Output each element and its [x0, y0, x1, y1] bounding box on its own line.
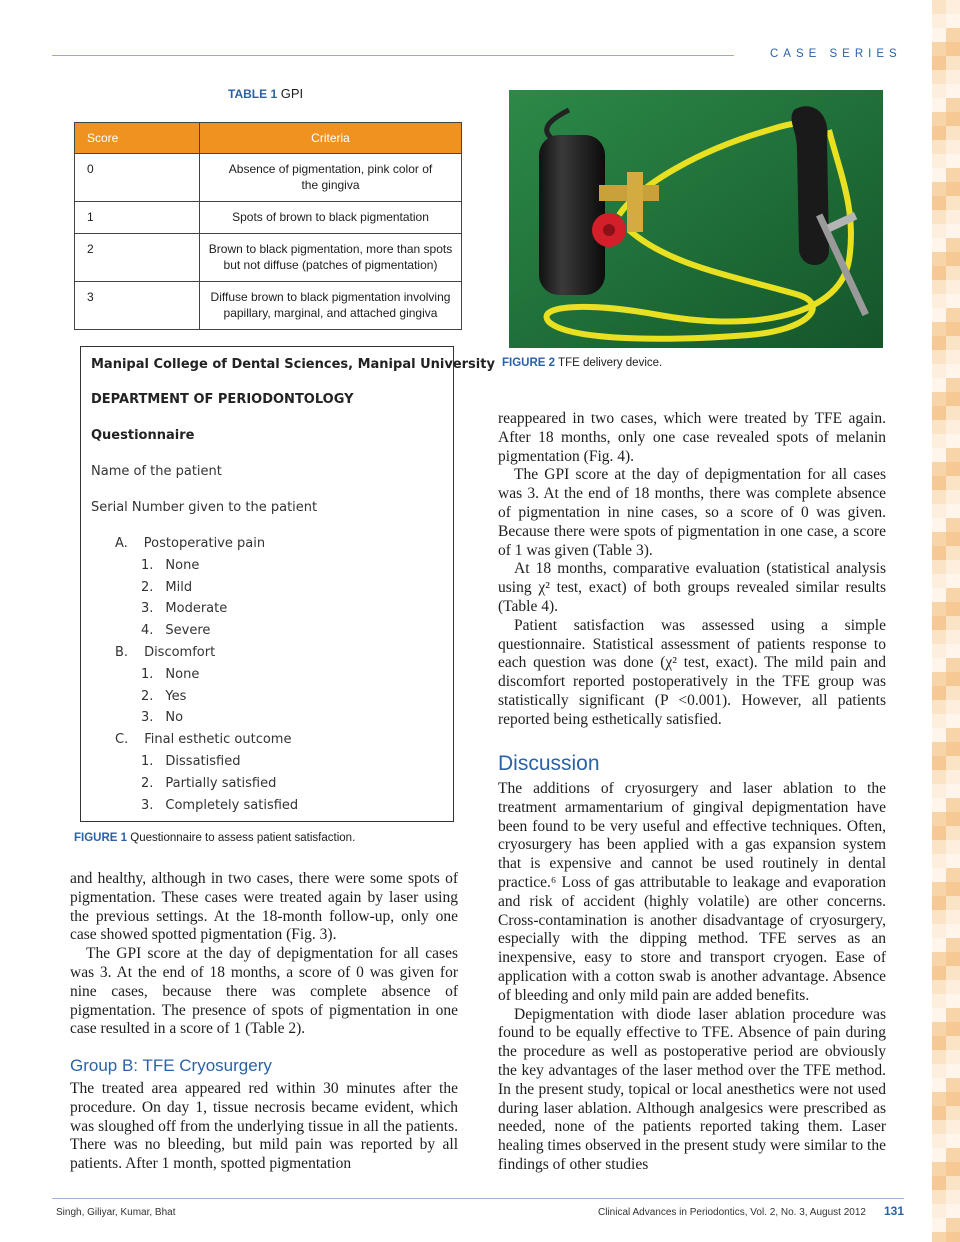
section-letter: B. — [115, 645, 129, 660]
option-number: 1. — [141, 754, 154, 769]
option-label: Completely satisfied — [165, 797, 299, 813]
running-head: CASE SERIES — [770, 48, 902, 60]
questionnaire-section — [115, 732, 291, 747]
criteria-cell: Absence of pigmentation, pink color of the gingiva — [200, 154, 462, 202]
option-number: 4. — [141, 623, 154, 639]
option-number: 2. — [141, 688, 154, 704]
body-paragraph: Depigmentation with diode laser ablation procedure was found to be equally effective to TFE. Absence of pain during the procedure as well as postoperative period are obviously the key advantages of the laser method over the TFE method. In the present study, topical or local anesthetics were not used during laser ablation. Although analgesics were prescribed as needed, none of the patients reported taking them. Laser healing times observed in the present study were similar to the findings of other studies — [498, 1005, 886, 1173]
footer-authors: Singh, Giliyar, Kumar, Bhat — [56, 1207, 176, 1218]
questionnaire-option — [141, 776, 276, 791]
left-column-text-continued — [70, 1080, 458, 1174]
table1-caption — [228, 86, 303, 101]
score-cell: 1 — [75, 202, 200, 234]
option-number: 3. — [141, 710, 154, 726]
body-paragraph: The GPI score at the day of depigmentation for all cases was 3. At the end of 18 months, there was complete absence of pigmentation in nine cases, so a score of 0 was given. Because there were spots of pigmentation in one case, a score of 1 was given (Table 3). — [498, 466, 886, 559]
option-label: No — [165, 710, 184, 726]
option-label: Severe — [165, 623, 211, 639]
option-number: 1. — [141, 557, 154, 573]
section-label: Postoperative pain — [143, 536, 266, 551]
patient-name-field: Name of the patient — [91, 464, 222, 479]
section-heading-discussion: Discussion — [498, 752, 600, 775]
section-heading-group-b: Group B: TFE Cryosurgery — [70, 1056, 272, 1075]
score-cell: 3 — [75, 282, 200, 330]
questionnaire-option — [141, 558, 199, 573]
score-cell: 2 — [75, 234, 200, 282]
option-label: None — [165, 666, 200, 682]
option-label: Partially satisfied — [165, 775, 277, 791]
questionnaire-section — [115, 645, 215, 660]
questionnaire-institution: Manipal College of Dental Sciences, Manipal University — [91, 357, 495, 372]
option-label: Dissatisfied — [165, 754, 241, 769]
body-paragraph: and healthy, although in two cases, there were some spots of pigmentation. These cases were treated again by laser using the previous settings. At the 18-month follow-up, only one case showed spotted pigmentation (Fig. 3). — [70, 870, 458, 944]
body-paragraph: reappeared in two cases, which were treated by TFE again. After 18 months, only one case revealed spots of melanin pigmentation (Fig. 4). — [498, 410, 886, 465]
body-paragraph: The GPI score at the day of depigmentation for all cases was 3. At the end of 18 months, a score of 0 was given for nine cases, because there was complete absence of pigmentation. The presence of spots of pigmentation in one case resulted in a score of 1 (Table 2). — [70, 945, 458, 1038]
figure2-caption-text: TFE delivery device. — [558, 357, 663, 369]
questionnaire-title: Questionnaire — [91, 428, 195, 443]
score-cell: 0 — [75, 154, 200, 202]
tfe-device-photo — [509, 90, 883, 348]
body-paragraph: The additions of cryosurgery and laser ablation to the treatment armamentarium of gingival depigmentation have been found to be very useful and effective techniques. Often, cryosurgery has been applied with a gas expansion system that is expensive and cannot be used routinely in dental practice.⁶ Loss of gas attributable to leakage and evaporation and risk of accident (highly volatile) are other concerns. Cross-contamination is another disadvantage of cryosurgery, especially with the dipping method. TFE serves as an inexpensive, easy to store and transport cryogen. Ease of application with a cotton swab is another advantage. Absence of bleeding and only mild pain are added benefits. — [498, 780, 886, 1004]
table1-label: TABLE 1 — [228, 87, 278, 101]
questionnaire-option — [141, 667, 199, 682]
option-label: None — [165, 557, 200, 573]
figure1-caption-text: Questionnaire to assess patient satisfaction. — [130, 832, 356, 844]
questionnaire-option — [141, 601, 227, 616]
right-column-text — [498, 410, 886, 730]
option-number: 1. — [141, 666, 154, 682]
questionnaire-option — [141, 689, 186, 704]
gpi-table — [74, 122, 462, 330]
table-row — [75, 154, 462, 202]
questionnaire-department: DEPARTMENT OF PERIODONTOLOGY — [91, 392, 354, 407]
questionnaire-option — [141, 798, 298, 813]
figure1-caption — [74, 832, 355, 844]
footer-journal: Clinical Advances in Periodontics, Vol. 2, No. 3, August 2012 — [598, 1207, 866, 1218]
section-label: Final esthetic outcome — [144, 732, 292, 748]
figure2-label: FIGURE 2 — [502, 357, 556, 369]
option-label: Mild — [165, 579, 193, 595]
table1-title: GPI — [280, 86, 304, 101]
bottom-rule — [52, 1198, 904, 1199]
left-column-text — [70, 870, 458, 1039]
table-row — [75, 202, 462, 234]
table-row — [75, 234, 462, 282]
top-rule — [52, 55, 734, 56]
option-label: Moderate — [165, 601, 228, 617]
table-row — [75, 282, 462, 330]
section-letter: C. — [115, 732, 129, 748]
body-paragraph: At 18 months, comparative evaluation (statistical analysis using χ² test, exact) of both groups revealed similar results (Table 4). — [498, 560, 886, 615]
questionnaire-option — [141, 580, 192, 595]
questionnaire-option — [141, 623, 210, 638]
serial-number-field: Serial Number given to the patient — [91, 500, 318, 515]
option-label: Yes — [165, 688, 187, 704]
decorative-side-stripe — [932, 0, 960, 1242]
option-number: 3. — [141, 797, 154, 813]
section-letter: A. — [115, 536, 128, 551]
figure2-caption — [502, 357, 662, 369]
questionnaire-form — [80, 346, 495, 822]
page-number: 131 — [884, 1204, 905, 1218]
option-number: 3. — [141, 601, 154, 617]
criteria-cell: Brown to black pigmentation, more than spots but not diffuse (patches of pigmentation) — [200, 234, 462, 282]
figure1-label: FIGURE 1 — [74, 832, 128, 844]
questionnaire-option — [141, 754, 240, 769]
questionnaire-option — [141, 710, 183, 725]
column-header-criteria: Criteria — [200, 123, 462, 154]
criteria-cell: Spots of brown to black pigmentation — [200, 202, 462, 234]
tfe-device-illustration — [509, 90, 883, 348]
right-column-text-continued — [498, 780, 886, 1175]
option-number: 2. — [141, 579, 154, 595]
body-paragraph: Patient satisfaction was assessed using a simple questionnaire. Statistical assessment of patients response to each question was done (χ² test, exact). The mild pain and discomfort reported postoperatively in the TFE group was statistically significant (P <0.001). However, all patients reported being esthetically satisfied. — [498, 616, 886, 728]
section-label: Discomfort — [144, 645, 216, 660]
questionnaire-section — [115, 536, 265, 551]
option-number: 2. — [141, 775, 154, 791]
body-paragraph: The treated area appeared red within 30 minutes after the procedure. On day 1, tissue necrosis became evident, which was sloughed off from the underlying tissue in all the patients. There was no bleeding, but mild pain was reported by all patients. After 1 month, spotted pigmentation — [70, 1080, 458, 1173]
criteria-cell: Diffuse brown to black pigmentation involving papillary, marginal, and attached gingiva — [200, 282, 462, 330]
column-header-score: Score — [75, 123, 200, 154]
table-header-row — [75, 123, 462, 154]
